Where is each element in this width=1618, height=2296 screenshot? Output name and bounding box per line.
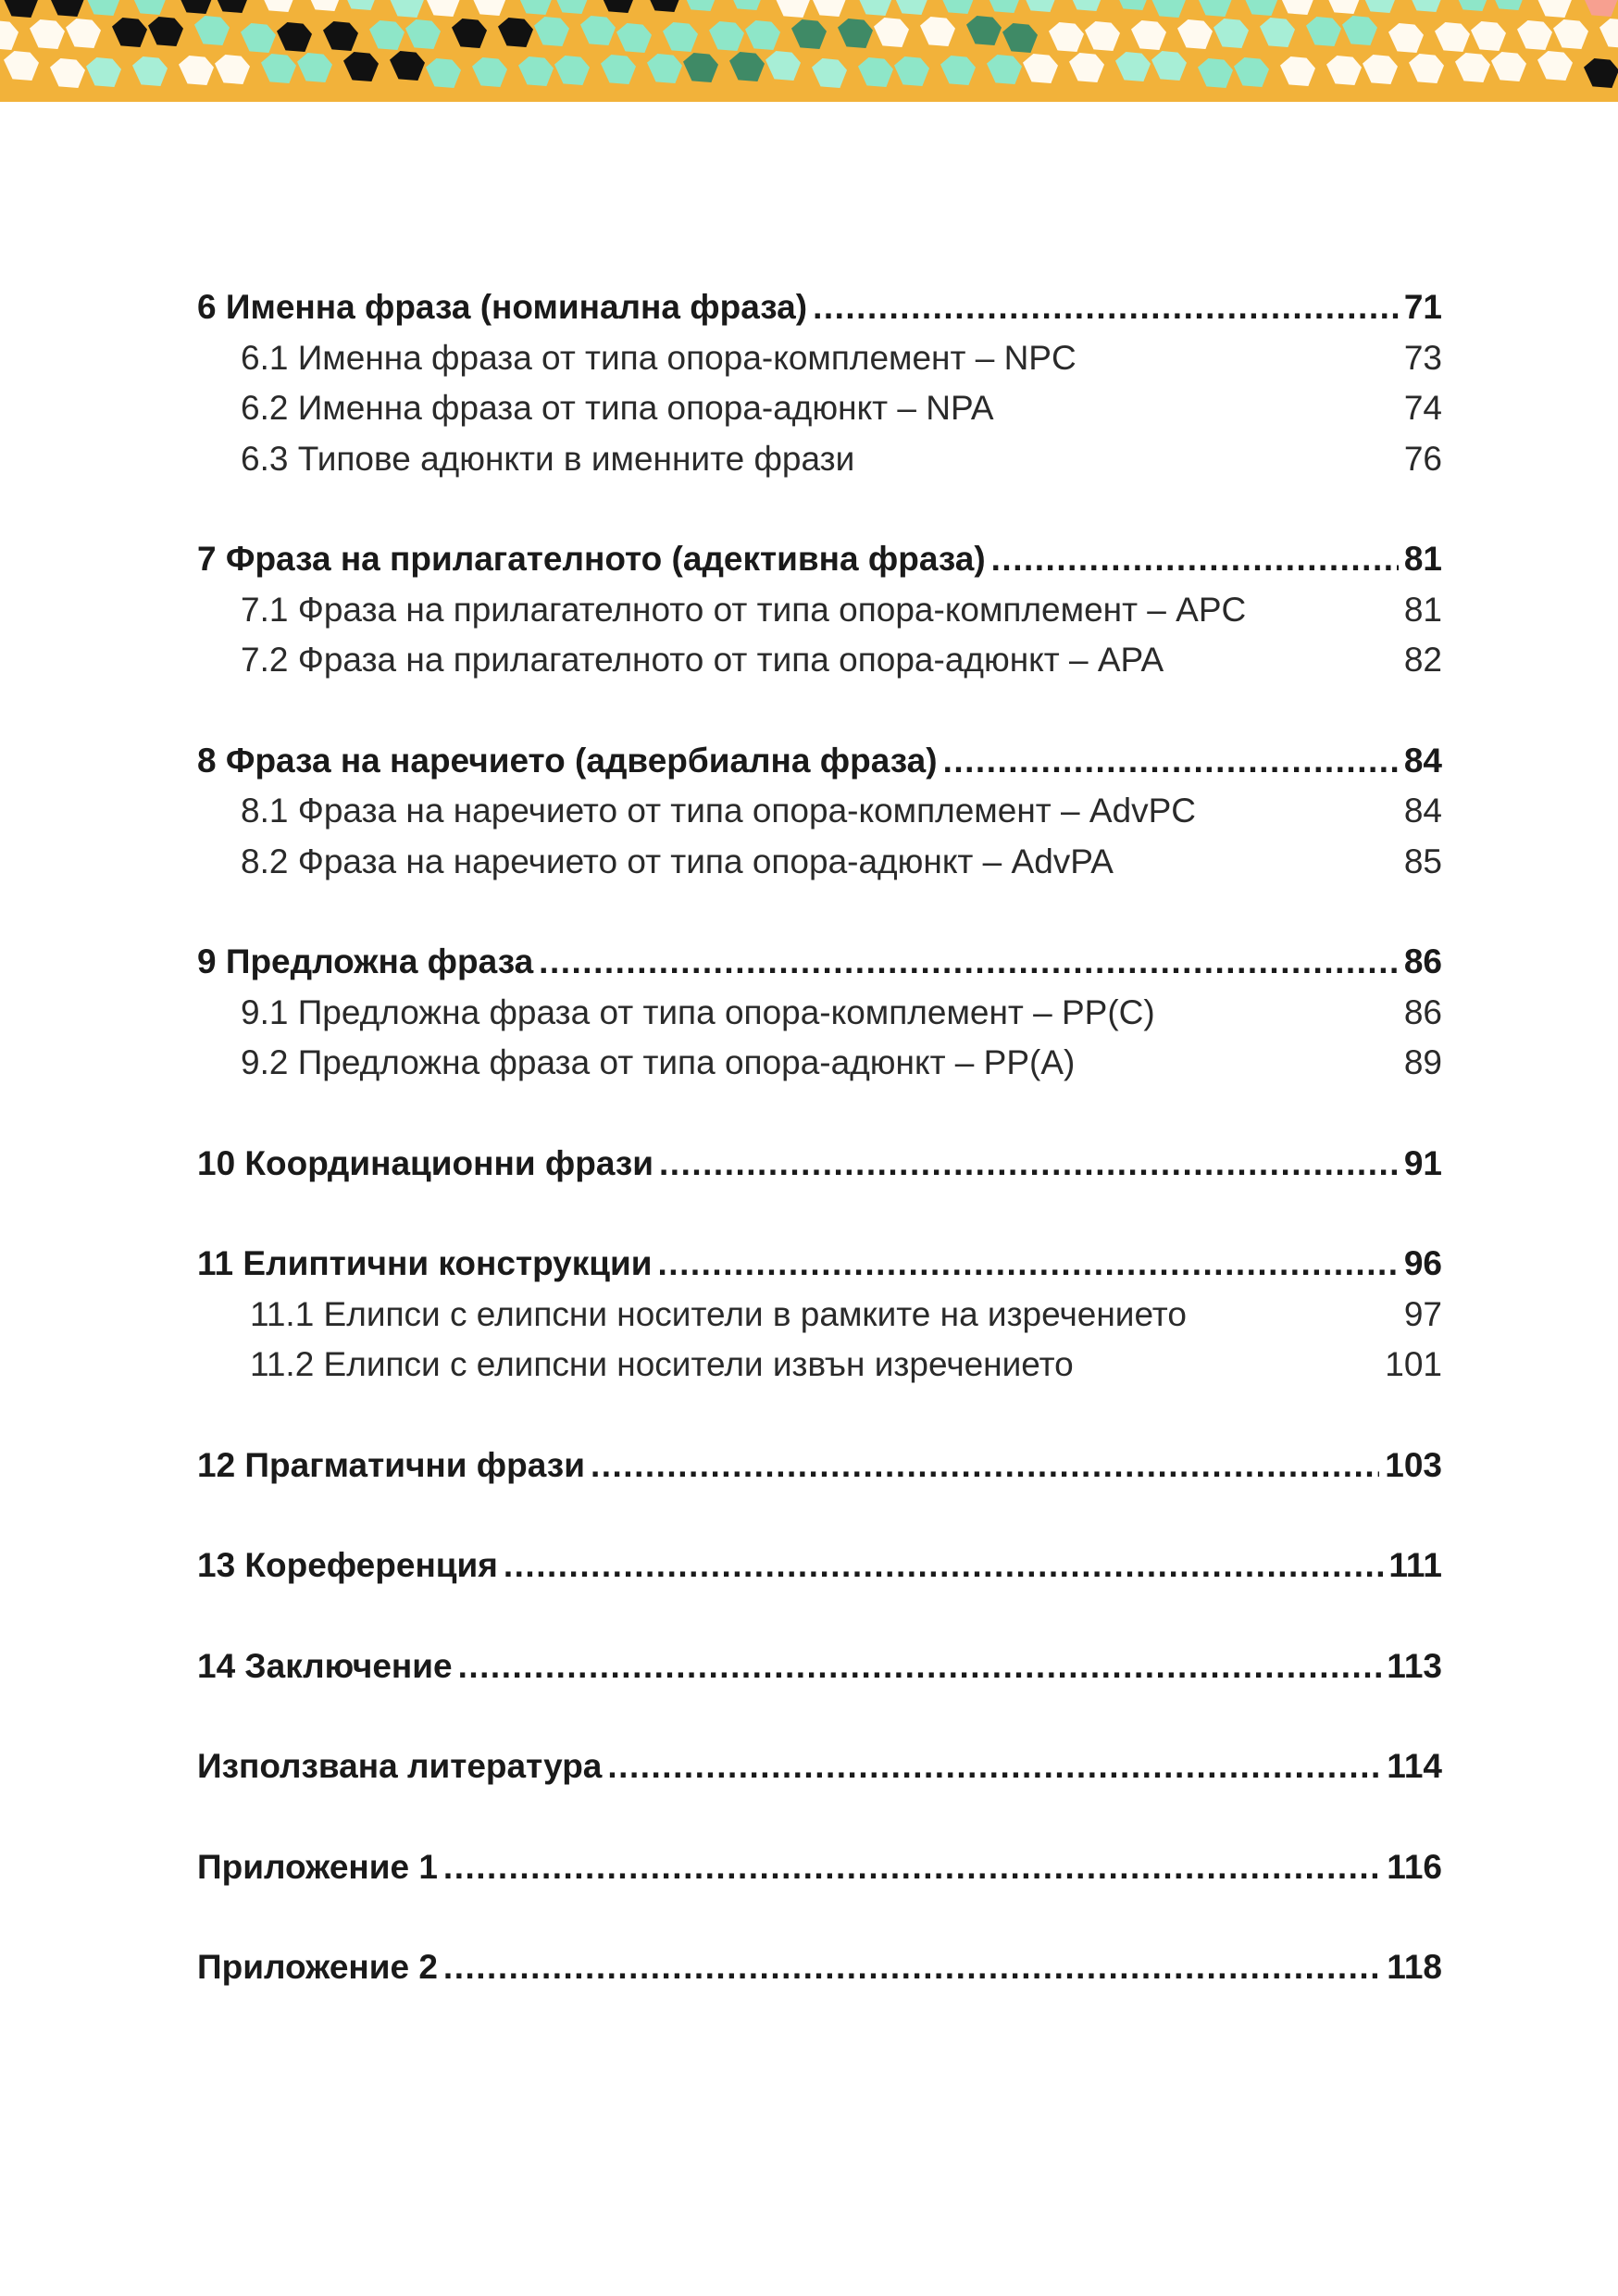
toc-page-number: 82 (1403, 641, 1442, 679)
toc-entry-chapter[interactable] (197, 1139, 1442, 1190)
group-spacer (197, 1189, 1442, 1239)
dot-leader (458, 1641, 1382, 1692)
toc-entry-section[interactable] (197, 434, 1442, 485)
toc-title: 14 Заключение (197, 1646, 453, 1685)
toc-title: Приложение 1 (197, 1847, 438, 1886)
toc-entry-section[interactable] (197, 837, 1442, 888)
group-spacer (197, 1691, 1442, 1741)
toc-title: 7.2 Фраза на прилагателното от типа опора-адюнкт – APA (241, 641, 1164, 679)
toc-title: 9.2 Предложна фраза от типа опора-адюнкт – PP(A) (241, 1043, 1076, 1081)
group-spacer (197, 1391, 1442, 1441)
toc-page-number: 81 (1403, 540, 1442, 578)
toc-entry-section[interactable] (197, 383, 1442, 434)
toc-page-number: 85 (1403, 842, 1442, 880)
toc-page-number: 103 (1385, 1445, 1442, 1484)
toc-page-number: 84 (1403, 741, 1442, 780)
toc-title: 7 Фраза на прилагателното (адективна фраза) (197, 540, 986, 578)
toc-entry-section[interactable] (197, 585, 1442, 636)
toc-entry-chapter[interactable] (197, 1541, 1442, 1591)
dot-leader (943, 736, 1399, 787)
toc-page-number: 71 (1403, 288, 1442, 326)
toc-entry-chapter[interactable] (197, 937, 1442, 988)
toc-page-number: 81 (1403, 590, 1442, 629)
group-spacer (197, 1892, 1442, 1942)
toc-entry-section[interactable] (197, 1290, 1442, 1341)
toc-entry-appendix[interactable] (197, 1942, 1442, 1993)
toc-entry-chapter[interactable] (197, 1441, 1442, 1491)
toc-entry-bibliography[interactable] (197, 1741, 1442, 1792)
toc-entry-section[interactable] (197, 1038, 1442, 1089)
dot-leader (991, 534, 1399, 585)
toc-title: 11 Елиптични конструкции (197, 1244, 653, 1282)
toc-page-number: 74 (1403, 389, 1442, 427)
group-spacer (197, 887, 1442, 937)
toc-title: 13 Кореференция (197, 1546, 498, 1584)
toc-page-number: 111 (1388, 1546, 1442, 1584)
toc-entry-section[interactable] (197, 635, 1442, 686)
toc-page-number: 96 (1403, 1244, 1442, 1282)
toc-entry-appendix[interactable] (197, 1842, 1442, 1893)
toc-entry-chapter[interactable] (197, 1239, 1442, 1290)
toc-page-number: 116 (1387, 1847, 1442, 1886)
toc-page-number: 73 (1403, 338, 1442, 377)
decorative-mosaic-header (0, 0, 1618, 102)
toc-page-number: 91 (1403, 1143, 1442, 1182)
toc-title: Приложение 2 (197, 1948, 438, 1986)
toc-page-number: 76 (1403, 439, 1442, 478)
toc-page-number: 118 (1387, 1948, 1442, 1986)
group-spacer (197, 1089, 1442, 1139)
toc-page-number: 84 (1403, 792, 1442, 830)
toc-title: 8 Фраза на наречието (адвербиална фраза) (197, 741, 938, 780)
toc-entry-section[interactable] (197, 333, 1442, 384)
mosaic-pattern (0, 0, 1618, 102)
dot-leader (539, 937, 1399, 988)
toc-entry-chapter[interactable] (197, 736, 1442, 787)
group-spacer (197, 1491, 1442, 1541)
dot-leader (443, 1942, 1381, 1993)
group-spacer (197, 484, 1442, 534)
toc-page-number: 101 (1385, 1345, 1442, 1383)
toc-entry-section[interactable] (197, 1340, 1442, 1391)
dot-leader (504, 1541, 1383, 1591)
group-spacer (197, 1591, 1442, 1641)
toc-page-number: 97 (1403, 1294, 1442, 1333)
toc-title: 9 Предложна фраза (197, 942, 534, 980)
toc-title: 9.1 Предложна фраза от типа опора-комплемент – PP(C) (241, 992, 1155, 1031)
toc-title: 8.1 Фраза на наречието от типа опора-комплемент – AdvPC (241, 792, 1196, 830)
toc-title: 6.1 Именна фраза от типа опора-комплемент – NPC (241, 338, 1077, 377)
toc-title: 10 Координационни фрази (197, 1143, 654, 1182)
dot-leader (813, 282, 1399, 333)
dot-leader (607, 1741, 1381, 1792)
group-spacer (197, 686, 1442, 736)
toc-title: 6.3 Типове адюнкти в именните фрази (241, 439, 855, 478)
toc-title: 6 Именна фраза (номинална фраза) (197, 288, 808, 326)
toc-title: 7.1 Фраза на прилагателното от типа опора-комплемент – APC (241, 590, 1247, 629)
toc-title: 11.1 Елипси с елипсни носители в рамките на изречението (250, 1294, 1187, 1333)
table-of-contents (197, 282, 1442, 1993)
group-spacer (197, 1792, 1442, 1842)
toc-entry-section[interactable] (197, 786, 1442, 837)
dot-leader (658, 1239, 1399, 1290)
toc-title: 12 Прагматични фрази (197, 1445, 585, 1484)
toc-title: 6.2 Именна фраза от типа опора-адюнкт – NPA (241, 389, 994, 427)
toc-title: 11.2 Елипси с елипсни носители извън изречението (250, 1345, 1074, 1383)
dot-leader (591, 1441, 1379, 1491)
toc-title: 8.2 Фраза на наречието от типа опора-адюнкт – AdvPA (241, 842, 1114, 880)
toc-title: Използвана литература (197, 1747, 603, 1785)
dot-leader (443, 1842, 1381, 1893)
toc-entry-chapter[interactable] (197, 1641, 1442, 1692)
toc-entry-chapter[interactable] (197, 534, 1442, 585)
toc-entry-chapter[interactable] (197, 282, 1442, 333)
toc-page-number: 86 (1403, 992, 1442, 1031)
toc-page-number: 113 (1387, 1646, 1442, 1685)
toc-entry-section[interactable] (197, 988, 1442, 1039)
toc-page-number: 86 (1403, 942, 1442, 980)
toc-page-number: 114 (1387, 1747, 1442, 1785)
dot-leader (659, 1139, 1399, 1190)
toc-page-number: 89 (1403, 1043, 1442, 1081)
